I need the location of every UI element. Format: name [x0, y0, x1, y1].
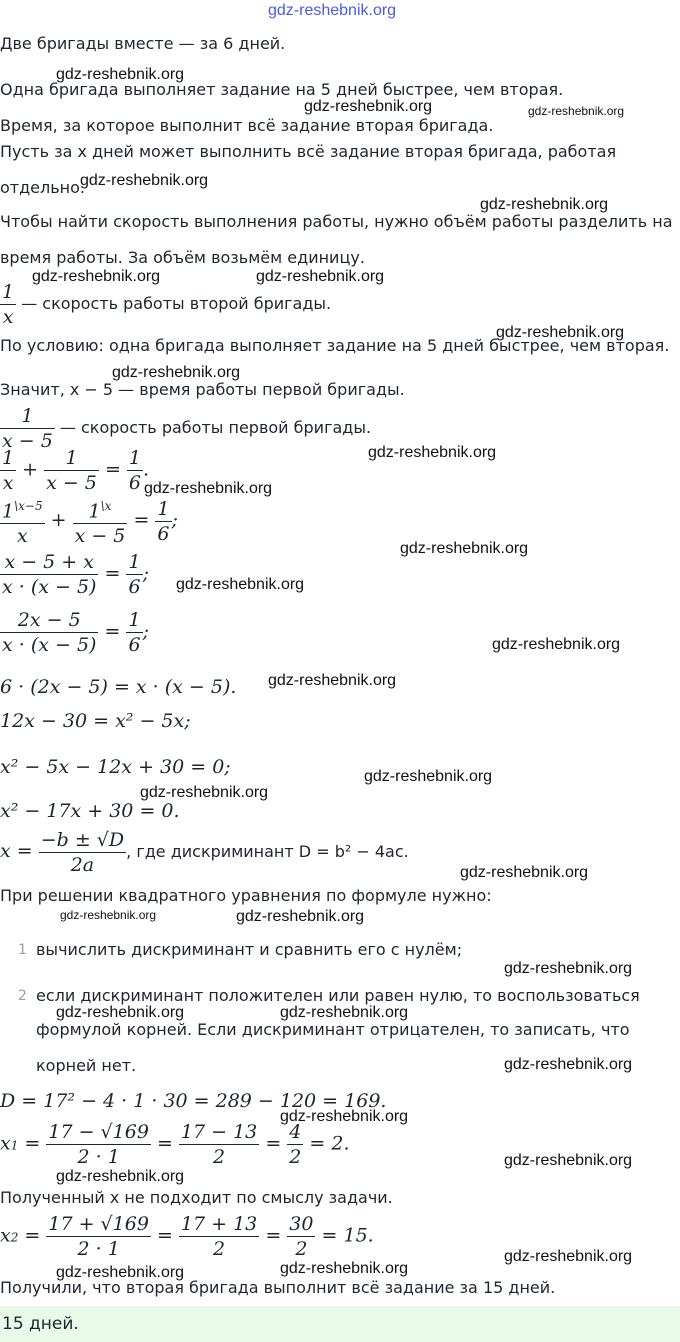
watermark: gdz-reshebnik.org: [268, 672, 397, 689]
equation-2: $\frac{1^{\backslash x-5}}{x}$ + $\frac{1^{\backslash x}}{x - 5}$ = $\frac{1}{6}$ ;: [0, 494, 178, 548]
watermark: gdz-reshebnik.org: [364, 768, 493, 785]
answer-text: 15 дней.: [2, 1314, 79, 1334]
watermark: gdz-reshebnik.org: [56, 1168, 185, 1185]
watermark: gdz-reshebnik.org: [56, 1264, 185, 1281]
list-item-1: вычислить дискриминант и сравнить его с нулём;: [36, 940, 463, 959]
equation-3: $\frac{x - 5 + x}{x \cdot (x - 5)}$ = $\frac{1}{6}$ ;: [2, 551, 149, 598]
list-item-2-c: корней нет.: [36, 1056, 137, 1075]
watermark: gdz-reshebnik.org: [280, 1260, 409, 1277]
watermark: gdz-reshebnik.org: [56, 1004, 185, 1021]
speed-first-text: — скорость работы первой бригады.: [59, 418, 372, 437]
line-given-faster: Одна бригада выполняет задание на 5 дней быстрее, чем вторая.: [0, 80, 564, 99]
list-item-2-a: если дискриминант положителен или равен нулю, то воспользоваться: [36, 986, 640, 1005]
watermark: gdz-reshebnik.org: [280, 1108, 409, 1125]
line-x-minus-5: Значит, x − 5 — время работы первой бригады.: [0, 380, 405, 399]
watermark: gdz-reshebnik.org: [32, 268, 161, 285]
list-number-1: 1: [18, 942, 27, 958]
equation-6: 12x − 30 = x² − 5x;: [0, 710, 191, 732]
fraction-1-over-x-minus-5: $\frac{1}{x - 5}$: [2, 405, 53, 452]
equation-5: 6 · (2x − 5) = x · (x − 5).: [0, 676, 237, 698]
line-speed-b: время работы. За объём возьмём единицу.: [0, 248, 365, 267]
line-conclusion: Получили, что вторая бригада выполнит всё задание за 15 дней.: [0, 1278, 556, 1297]
line-x1-rejected: Полученный x не подходит по смыслу задачи.: [0, 1188, 393, 1207]
line-rule-intro: При решении квадратного уравнения по формуле нужно:: [0, 886, 492, 905]
watermark: gdz-reshebnik.org: [256, 268, 385, 285]
quadratic-formula: x = $\frac{-b \pm √D}{2a}$ , где дискриминант D = b² − 4ac.: [0, 829, 409, 872]
line-let-x-a: Пусть за x дней может выполнить всё задание вторая бригада, работая: [0, 142, 617, 161]
equation-8: x² − 17x + 30 = 0.: [0, 800, 180, 822]
speed-second-text: — скорость работы второй бригады.: [21, 294, 332, 313]
watermark-top: gdz-reshebnik.org: [268, 2, 397, 19]
watermark: gdz-reshebnik.org: [492, 636, 621, 653]
watermark: gdz-reshebnik.org: [368, 444, 497, 461]
watermark: gdz-reshebnik.org: [56, 66, 185, 83]
watermark: gdz-reshebnik.org: [504, 1056, 633, 1073]
line-find: Время, за которое выполнит всё задание вторая бригада.: [0, 116, 494, 135]
watermark: gdz-reshebnik.org: [60, 908, 157, 922]
discriminant-calc: D = 17² − 4 · 1 · 30 = 289 − 120 = 169.: [0, 1090, 387, 1112]
watermark: gdz-reshebnik.org: [280, 1004, 409, 1021]
equation-1: $\frac{1}{x}$ + $\frac{1}{x - 5}$ = $\frac{1}{6}$ .: [2, 447, 150, 494]
watermark: gdz-reshebnik.org: [176, 576, 305, 593]
watermark: gdz-reshebnik.org: [236, 908, 365, 925]
watermark: gdz-reshebnik.org: [144, 480, 273, 497]
discriminant-text: , где дискриминант D = b² − 4ac.: [126, 842, 409, 861]
line-speed-a: Чтобы найти скорость выполнения работы, нужно объём работы разделить на: [0, 212, 673, 231]
line-let-x-b: отдельно.: [0, 178, 86, 197]
watermark: gdz-reshebnik.org: [304, 98, 433, 115]
watermark: gdz-reshebnik.org: [496, 324, 625, 341]
list-item-2-b: формулой корней. Если дискриминант отрицателен, то записать, что: [36, 1020, 630, 1039]
list-number-2: 2: [18, 988, 27, 1004]
speed-second-line: [0, 280, 331, 329]
watermark: gdz-reshebnik.org: [460, 864, 589, 881]
fraction-1-over-x: $\frac{1}{x}$: [2, 281, 15, 328]
watermark: gdz-reshebnik.org: [112, 364, 241, 381]
watermark: gdz-reshebnik.org: [480, 196, 609, 213]
line-given-together: Две бригады вместе — за 6 дней.: [0, 34, 286, 53]
watermark: gdz-reshebnik.org: [140, 784, 269, 801]
watermark: gdz-reshebnik.org: [504, 960, 633, 977]
watermark: gdz-reshebnik.org: [504, 1248, 633, 1265]
answer-box: [0, 1306, 680, 1342]
watermark: gdz-reshebnik.org: [80, 172, 209, 189]
watermark: gdz-reshebnik.org: [504, 1152, 633, 1169]
root-x2-value: = 15.: [321, 1224, 374, 1247]
equation-4: $\frac{2x - 5}{x \cdot (x - 5)}$ = $\frac{1}{6}$ ;: [2, 609, 149, 656]
watermark: gdz-reshebnik.org: [528, 104, 625, 118]
line-condition: По условию: одна бригада выполняет задание на 5 дней быстрее, чем вторая.: [0, 336, 670, 355]
root-x2: x2 = $\frac{17 + √169}{2 \cdot 1}$ = $\frac{17 + 13}{2}$ = $\frac{30}{2}$ = 15.: [0, 1213, 374, 1260]
equation-7: x² − 5x − 12x + 30 = 0;: [0, 756, 231, 778]
root-x1-value: = 2.: [309, 1132, 350, 1155]
watermark: gdz-reshebnik.org: [400, 540, 529, 557]
root-x1: x1 = $\frac{17 - √169}{2 \cdot 1}$ = $\frac{17 - 13}{2}$ = $\frac{4}{2}$ = 2.: [0, 1121, 350, 1168]
